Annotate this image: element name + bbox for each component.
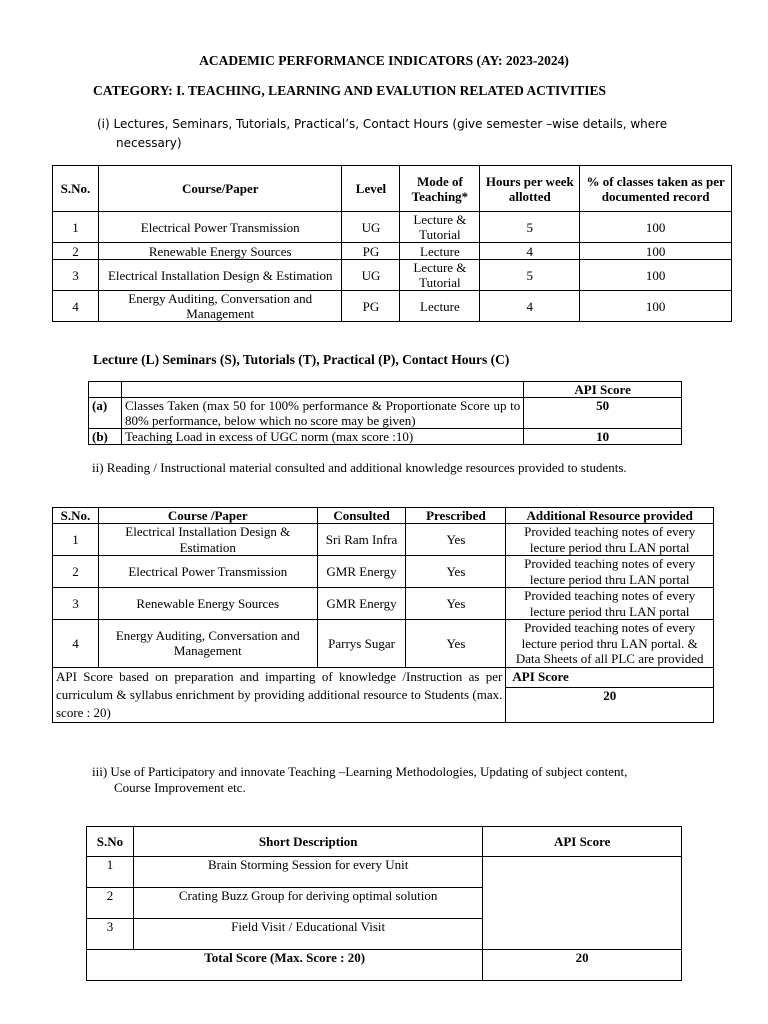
cell-sno: 4 bbox=[53, 291, 99, 322]
section1-intro bbox=[97, 115, 674, 153]
row-label: (b) bbox=[89, 429, 122, 445]
courses-table bbox=[52, 165, 732, 322]
resources-table bbox=[52, 507, 714, 723]
table-row bbox=[53, 556, 714, 588]
section2-intro: ii) Reading / Instructional material consulted and additional knowledge resources provided to students. bbox=[92, 460, 627, 475]
section3-intro-line1: iii) Use of Participatory and innovate Teaching –Learning Methodologies, Updating of subject content, bbox=[92, 764, 628, 779]
cell-mode: Lecture & Tutorial bbox=[400, 260, 480, 291]
col-prescribed: Prescribed bbox=[406, 508, 506, 524]
col-api-score: API Score bbox=[483, 827, 682, 857]
col-course: Course/Paper bbox=[98, 166, 342, 212]
cell-prescribed: Yes bbox=[406, 588, 506, 620]
cell-mode: Lecture bbox=[400, 291, 480, 322]
cell-level: PG bbox=[342, 291, 400, 322]
cell-mode: Lecture bbox=[400, 243, 480, 260]
cell-level: UG bbox=[342, 212, 400, 243]
table-header-row bbox=[87, 827, 682, 857]
cell-course: Renewable Energy Sources bbox=[98, 243, 342, 260]
row-label: (a) bbox=[89, 398, 122, 429]
cell-prescribed: Yes bbox=[406, 556, 506, 588]
col-mode: Mode of Teaching* bbox=[400, 166, 480, 212]
section3-intro-line2: Course Improvement etc. bbox=[114, 779, 246, 795]
table-header-row bbox=[53, 166, 732, 212]
cell-level: UG bbox=[342, 260, 400, 291]
footer-api-value: 20 bbox=[506, 687, 714, 722]
table-row bbox=[53, 212, 732, 243]
cell-percent: 100 bbox=[580, 212, 732, 243]
table-row bbox=[87, 857, 682, 888]
row-score: 10 bbox=[524, 429, 682, 445]
table-footer-row bbox=[53, 667, 714, 687]
cell-consulted: GMR Energy bbox=[317, 556, 406, 588]
col-level: Level bbox=[342, 166, 400, 212]
table-row bbox=[53, 588, 714, 620]
cell-consulted: Parrys Sugar bbox=[317, 620, 406, 668]
total-label: Total Score (Max. Score : 20) bbox=[87, 950, 483, 981]
cell-hours: 4 bbox=[480, 243, 580, 260]
col-sno: S.No. bbox=[53, 508, 99, 524]
table-row bbox=[53, 620, 714, 668]
cell-sno: 3 bbox=[53, 588, 99, 620]
col-consulted: Consulted bbox=[317, 508, 406, 524]
col-course: Course /Paper bbox=[98, 508, 317, 524]
cell-course: Energy Auditing, Conversation and Management bbox=[98, 291, 342, 322]
total-value: 20 bbox=[483, 950, 682, 981]
cell-percent: 100 bbox=[580, 243, 732, 260]
cell-hours: 5 bbox=[480, 260, 580, 291]
cell-course: Electrical Installation Design & Estimation bbox=[98, 524, 317, 556]
footer-api-label: API Score bbox=[506, 667, 714, 687]
cell-prescribed: Yes bbox=[406, 524, 506, 556]
cell-course: Electrical Installation Design & Estimation bbox=[98, 260, 342, 291]
api-score-empty bbox=[483, 857, 682, 950]
cell-sno: 2 bbox=[87, 888, 134, 919]
cell-course: Energy Auditing, Conversation and Management bbox=[98, 620, 317, 668]
cell-additional: Provided teaching notes of every lecture period thru LAN portal. & Data Sheets of all PLC are provided bbox=[506, 620, 714, 668]
table-row bbox=[89, 429, 682, 445]
table-header-row bbox=[89, 382, 682, 398]
col-hours: Hours per week allotted bbox=[480, 166, 580, 212]
footer-description: API Score based on preparation and imparting of knowledge /Instruction as per curriculum & syllabus enrichment by providing additional resource to Students (max. score : 20) bbox=[53, 667, 506, 722]
section1-intro-line2: necessary) bbox=[116, 136, 182, 150]
cell-consulted: GMR Energy bbox=[317, 588, 406, 620]
table-row bbox=[89, 398, 682, 429]
cell-sno: 3 bbox=[87, 919, 134, 950]
row-description: Teaching Load in excess of UGC norm (max score :10) bbox=[121, 429, 523, 445]
empty-cell bbox=[121, 382, 523, 398]
api-score-header: API Score bbox=[524, 382, 682, 398]
cell-additional: Provided teaching notes of every lecture period thru LAN portal bbox=[506, 556, 714, 588]
methodologies-table bbox=[86, 826, 682, 981]
table-row bbox=[53, 260, 732, 291]
table-row bbox=[53, 524, 714, 556]
col-percent: % of classes taken as per documented record bbox=[580, 166, 732, 212]
cell-percent: 100 bbox=[580, 260, 732, 291]
api-score-table bbox=[88, 381, 682, 445]
cell-sno: 2 bbox=[53, 243, 99, 260]
col-sno: S.No bbox=[87, 827, 134, 857]
cell-additional: Provided teaching notes of every lecture period thru LAN portal bbox=[506, 588, 714, 620]
cell-prescribed: Yes bbox=[406, 620, 506, 668]
page-title: ACADEMIC PERFORMANCE INDICATORS (AY: 2023-2024) bbox=[199, 53, 569, 68]
section1-intro-line1: (i) Lectures, Seminars, Tutorials, Practical’s, Contact Hours (give semester –wise details, where bbox=[97, 117, 668, 131]
cell-consulted: Sri Ram Infra bbox=[317, 524, 406, 556]
table-row bbox=[53, 243, 732, 260]
empty-cell bbox=[89, 382, 122, 398]
cell-sno: 1 bbox=[53, 524, 99, 556]
table-header-row bbox=[53, 508, 714, 524]
col-description: Short Description bbox=[133, 827, 482, 857]
col-additional: Additional Resource provided bbox=[506, 508, 714, 524]
cell-course: Renewable Energy Sources bbox=[98, 588, 317, 620]
teaching-mode-legend: Lecture (L) Seminars (S), Tutorials (T), Practical (P), Contact Hours (C) bbox=[93, 352, 510, 367]
cell-description: Brain Storming Session for every Unit bbox=[133, 857, 482, 888]
section3-intro bbox=[92, 764, 674, 795]
category-heading: CATEGORY: I. TEACHING, LEARNING AND EVALUTION RELATED ACTIVITIES bbox=[93, 83, 607, 98]
cell-sno: 1 bbox=[53, 212, 99, 243]
cell-mode: Lecture & Tutorial bbox=[400, 212, 480, 243]
cell-course: Electrical Power Transmission bbox=[98, 556, 317, 588]
cell-hours: 4 bbox=[480, 291, 580, 322]
cell-course: Electrical Power Transmission bbox=[98, 212, 342, 243]
cell-level: PG bbox=[342, 243, 400, 260]
cell-percent: 100 bbox=[580, 291, 732, 322]
cell-hours: 5 bbox=[480, 212, 580, 243]
row-description: Classes Taken (max 50 for 100% performance & Proportionate Score up to 80% performance, below which no score may be given) bbox=[121, 398, 523, 429]
table-footer-row bbox=[87, 950, 682, 981]
cell-sno: 4 bbox=[53, 620, 99, 668]
row-score: 50 bbox=[524, 398, 682, 429]
cell-sno: 3 bbox=[53, 260, 99, 291]
cell-sno: 1 bbox=[87, 857, 134, 888]
cell-additional: Provided teaching notes of every lecture period thru LAN portal bbox=[506, 524, 714, 556]
cell-sno: 2 bbox=[53, 556, 99, 588]
table-row bbox=[53, 291, 732, 322]
cell-description: Field Visit / Educational Visit bbox=[133, 919, 482, 950]
cell-description: Crating Buzz Group for deriving optimal solution bbox=[133, 888, 482, 919]
col-sno: S.No. bbox=[53, 166, 99, 212]
